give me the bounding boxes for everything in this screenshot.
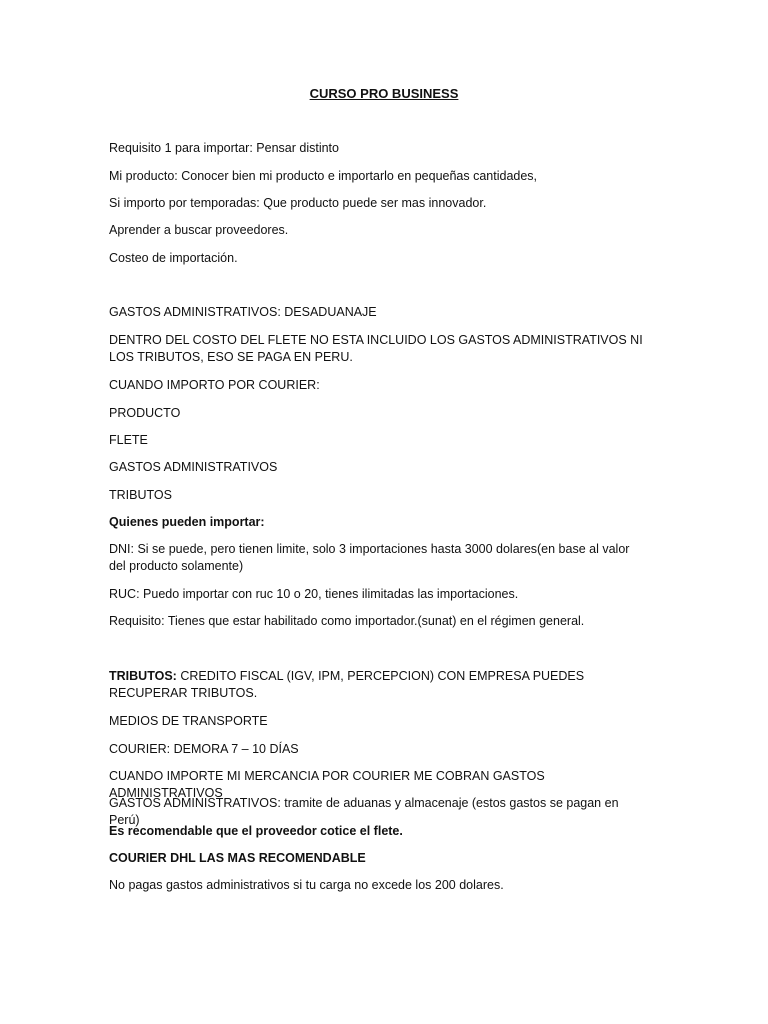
paragraph-costo-flete: DENTRO DEL COSTO DEL FLETE NO ESTA INCLUIDO LOS GASTOS ADMINISTRATIVOS NI LOS TRIBUTOS, ESO SE PAGA EN PERU.	[109, 333, 647, 364]
paragraph-no-pagas: No pagas gastos administrativos si tu carga no excede los 200 dolares.	[109, 878, 504, 892]
paragraph-courier-dhl: COURIER DHL LAS MAS RECOMENDABLE	[109, 851, 366, 865]
paragraph-tributos-credito	[109, 668, 649, 702]
tributos-text: CREDITO FISCAL (IGV, IPM, PERCEPCION) CON EMPRESA PUEDES RECUPERAR TRIBUTOS.	[109, 669, 588, 700]
paragraph-costeo: Costeo de importación.	[109, 251, 238, 265]
list-item-producto: PRODUCTO	[109, 406, 181, 420]
document-title: CURSO PRO BUSINESS	[309, 86, 459, 101]
paragraph-courier-cobran: CUANDO IMPORTE MI MERCANCIA POR COURIER ME COBRAN GASTOS ADMINISTRATIVOS	[109, 769, 548, 800]
paragraph-proveedores: Aprender a buscar proveedores.	[109, 223, 289, 237]
paragraph-medios-transporte: MEDIOS DE TRANSPORTE	[109, 714, 268, 728]
list-item-gastos-administrativos: GASTOS ADMINISTRATIVOS	[109, 460, 278, 474]
paragraph-desaduanaje: GASTOS ADMINISTRATIVOS: DESADUANAJE	[109, 305, 377, 319]
tributos-label: TRIBUTOS:	[109, 669, 177, 683]
paragraph-dni: DNI: Si se puede, pero tienen limite, solo 3 importaciones hasta 3000 dolares(en base al valor del producto solamente)	[109, 542, 633, 573]
paragraph-courier-demora: COURIER: DEMORA 7 – 10 DÍAS	[109, 742, 299, 756]
gastos-admin-label: GASTOS ADMINISTRATIVOS:	[109, 796, 281, 810]
paragraph-cotice-flete: Es recomendable que el proveedor cotice el flete.	[109, 824, 403, 838]
paragraph-requisito-sunat: Requisito: Tienes que estar habilitado como importador.(sunat) en el régimen general.	[109, 614, 585, 628]
heading-quienes-importar: Quienes pueden importar:	[109, 515, 265, 529]
paragraph-temporadas: Si importo por temporadas: Que producto puede ser mas innovador.	[109, 196, 487, 210]
list-item-flete: FLETE	[109, 433, 148, 447]
paragraph-requisito-1: Requisito 1 para importar: Pensar distinto	[109, 141, 339, 155]
gastos-admin-text: tramite de aduanas y almacenaje (estos gastos se pagan en Perú)	[109, 796, 623, 827]
paragraph-ruc: RUC: Puedo importar con ruc 10 o 20, tienes ilimitadas las importaciones.	[109, 587, 519, 601]
paragraph-courier-heading: CUANDO IMPORTO POR COURIER:	[109, 378, 320, 392]
paragraph-mi-producto: Mi producto: Conocer bien mi producto e importarlo en pequeñas cantidades,	[109, 169, 538, 183]
list-item-tributos: TRIBUTOS	[109, 488, 172, 502]
